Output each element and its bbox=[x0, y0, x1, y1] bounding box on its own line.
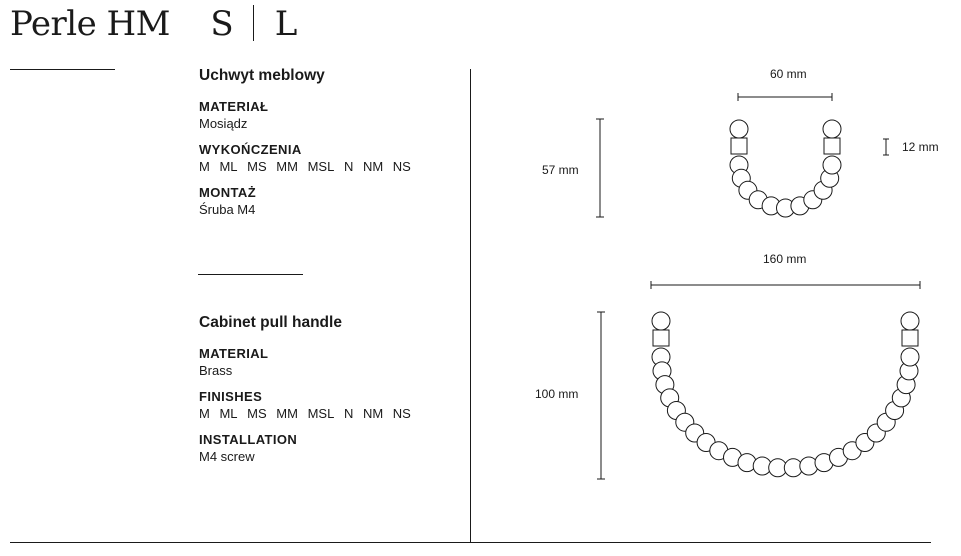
finish-code: M bbox=[199, 406, 210, 421]
mount-block bbox=[731, 138, 747, 154]
mounting-value-pl: Śruba M4 bbox=[199, 202, 256, 217]
small-height-label: 57 mm bbox=[542, 163, 579, 177]
large-handle-drawing bbox=[652, 312, 919, 477]
spec-heading-english: Cabinet pull handle bbox=[199, 314, 342, 331]
bead bbox=[901, 348, 919, 366]
finish-code: NM bbox=[362, 406, 384, 421]
spec-heading-polish: Uchwyt meblowy bbox=[199, 67, 325, 84]
finish-code: M bbox=[199, 159, 210, 174]
mounting-label-en: INSTALLATION bbox=[199, 432, 298, 447]
bead bbox=[730, 120, 748, 138]
mount-block bbox=[653, 330, 669, 346]
large-width-label: 160 mm bbox=[763, 252, 807, 266]
finish-code: NS bbox=[392, 159, 411, 174]
mounting-value-en: M4 screw bbox=[199, 449, 255, 464]
finish-code: N bbox=[343, 406, 354, 421]
mount-block bbox=[902, 330, 918, 346]
small-depth-label: 12 mm bbox=[902, 140, 939, 154]
finish-code: N bbox=[343, 159, 354, 174]
small-handle-drawing bbox=[730, 120, 841, 217]
material-label-pl: MATERIAŁ bbox=[199, 99, 269, 114]
finish-code: NM bbox=[362, 159, 384, 174]
finish-code: NS bbox=[392, 406, 411, 421]
bead bbox=[901, 312, 919, 330]
finish-code: MSL bbox=[307, 406, 335, 421]
material-value-pl: Mosiądz bbox=[199, 116, 248, 131]
material-label-en: MATERIAL bbox=[199, 346, 269, 361]
finish-code: MM bbox=[276, 406, 298, 421]
finish-code: MM bbox=[276, 159, 298, 174]
finish-code: ML bbox=[219, 406, 238, 421]
finishes-label-pl: WYKOŃCZENIA bbox=[199, 142, 302, 157]
mounting-label-pl: MONTAŻ bbox=[199, 185, 257, 200]
bead bbox=[823, 156, 841, 174]
finish-code: MS bbox=[247, 159, 267, 174]
finish-code: ML bbox=[219, 159, 238, 174]
bead bbox=[823, 120, 841, 138]
finish-code: MS bbox=[247, 406, 267, 421]
small-width-label: 60 mm bbox=[770, 67, 807, 81]
material-value-en: Brass bbox=[199, 363, 233, 378]
finishes-label-en: FINISHES bbox=[199, 389, 263, 404]
bead bbox=[652, 312, 670, 330]
product-name: Perle HM bbox=[10, 4, 170, 44]
mount-block bbox=[824, 138, 840, 154]
size-l-label: L bbox=[274, 4, 297, 44]
size-s-label: S bbox=[210, 4, 234, 44]
finish-code: MSL bbox=[307, 159, 335, 174]
large-height-label: 100 mm bbox=[535, 387, 579, 401]
